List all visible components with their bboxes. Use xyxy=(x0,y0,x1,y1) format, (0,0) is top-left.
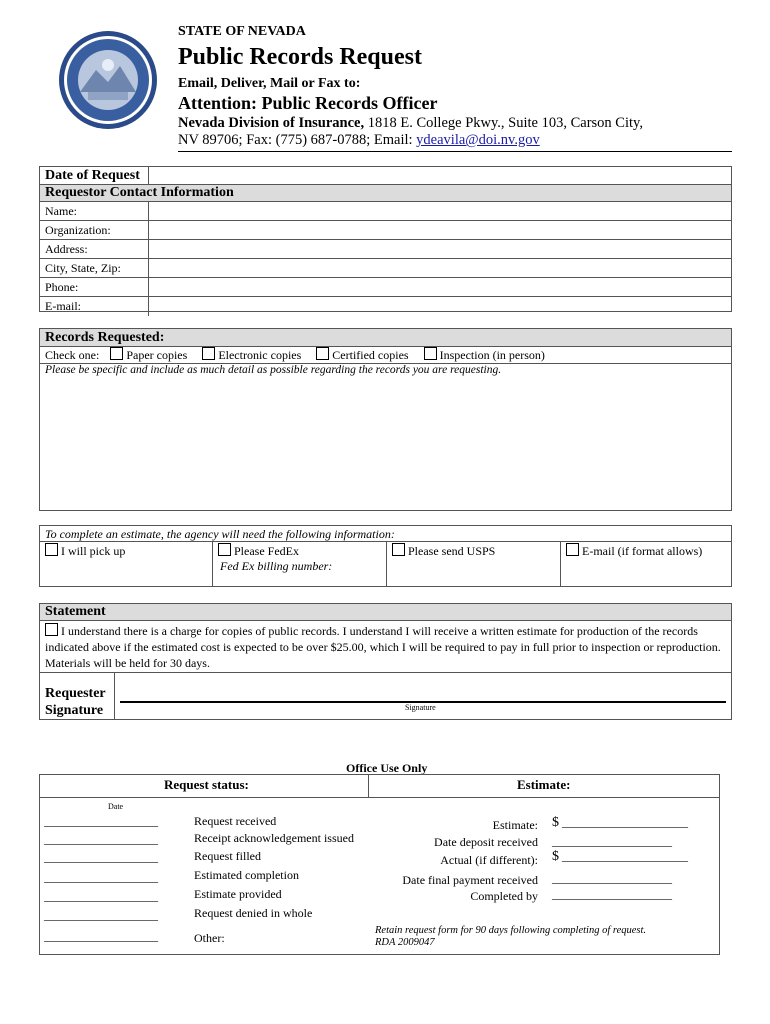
records-options xyxy=(45,347,731,363)
date-caption: Date xyxy=(108,802,124,811)
email-option xyxy=(566,543,702,559)
address-line-1: 1818 E. College Pkwy., Suite 103, Carson City, xyxy=(364,115,643,131)
date-blank[interactable]: ___________________ xyxy=(44,814,158,828)
field-label: Name: xyxy=(45,204,77,218)
signature-label-line-2: Signature xyxy=(45,703,104,718)
fedex-label: Please FedEx xyxy=(234,544,299,558)
status-item: Request received xyxy=(194,814,277,828)
contact-fields xyxy=(40,202,731,316)
status-item: Estimate provided xyxy=(194,887,282,901)
electronic-copies-label: Electronic copies xyxy=(218,348,302,362)
field-label: City, State, Zip: xyxy=(45,261,121,275)
date-of-request-label: Date of Request xyxy=(45,168,140,183)
agency-address xyxy=(178,115,738,149)
usps-option xyxy=(392,543,495,559)
signature-label-line-1: Requester xyxy=(45,686,106,701)
form-title: Public Records Request xyxy=(178,44,422,70)
field-row-address xyxy=(40,240,731,259)
fedex-checkbox[interactable] xyxy=(218,543,231,556)
col-divider-2 xyxy=(386,541,387,587)
statement-checkbox[interactable] xyxy=(45,623,58,636)
estimate-item: Completed by xyxy=(470,889,538,903)
office-header-divider xyxy=(368,775,369,797)
status-item: Estimated completion xyxy=(194,868,299,882)
status-item: Request filled xyxy=(194,849,261,863)
actual-blank[interactable]: _____________________ xyxy=(562,849,688,863)
estimate-blank[interactable]: _____________________ xyxy=(562,815,688,829)
field-row-organization xyxy=(40,221,731,240)
estimate-header: Estimate: xyxy=(517,777,571,792)
date-blank[interactable]: ___________________ xyxy=(44,908,158,922)
contact-header xyxy=(40,184,731,202)
field-row-city xyxy=(40,259,731,278)
pickup-label: I will pick up xyxy=(61,544,126,558)
email-option-label: E-mail (if format allows) xyxy=(582,544,703,558)
city-state-zip-input[interactable] xyxy=(148,259,731,277)
retention-line-2: RDA 2009047 xyxy=(375,937,435,948)
field-label: Organization: xyxy=(45,223,111,237)
signature-label-divider xyxy=(114,672,115,719)
date-blank[interactable]: ___________________ xyxy=(44,929,158,943)
estimate-item: Actual (if different): xyxy=(440,853,538,867)
completed-by-blank[interactable]: ____________________ xyxy=(552,887,672,901)
date-of-request-field[interactable] xyxy=(148,167,733,184)
usps-checkbox[interactable] xyxy=(392,543,405,556)
inspection-checkbox[interactable] xyxy=(424,347,437,360)
retention-note xyxy=(375,925,646,949)
send-instructions: Email, Deliver, Mail or Fax to: xyxy=(178,76,361,91)
date-blank[interactable]: ___________________ xyxy=(44,889,158,903)
status-item: Receipt acknowledgement issued xyxy=(194,831,354,845)
signature-divider xyxy=(40,672,731,673)
status-item: Other: xyxy=(194,931,225,945)
contact-section xyxy=(39,166,732,312)
paper-copies-checkbox[interactable] xyxy=(110,347,123,360)
records-section xyxy=(39,328,732,511)
contact-header-label: Requestor Contact Information xyxy=(45,185,234,200)
estimate-intro: To complete an estimate, the agency will need the following information: xyxy=(45,527,395,541)
records-header xyxy=(40,329,731,347)
estimate-item: Estimate: xyxy=(492,818,538,832)
estimate-section xyxy=(39,525,732,587)
statement-text: I understand there is a charge for copies of public records. I understand I will receive a written estimate for production of the records indicated above if the estimated cost is expected to be over $25.00, which I will be required to pay in full prior to inspection or reproduction. Materials will be held for 30 days. xyxy=(45,624,721,670)
records-description-area[interactable] xyxy=(40,379,731,510)
records-instruction: Please be specific and include as much detail as possible regarding the records you are requesting. xyxy=(45,364,502,376)
status-item: Request denied in whole xyxy=(194,906,313,920)
office-use-title: Office Use Only xyxy=(346,761,428,775)
inspection-label: Inspection (in person) xyxy=(439,348,545,362)
email-option-checkbox[interactable] xyxy=(566,543,579,556)
estimate-item: Date final payment received xyxy=(402,873,538,887)
certified-copies-checkbox[interactable] xyxy=(316,347,329,360)
retention-line-1: Retain request form for 90 days following completing of request. xyxy=(375,925,647,936)
address-line-2: NV 89706; Fax: (775) 687-0788; Email: xyxy=(178,132,417,148)
request-status-header: Request status: xyxy=(164,777,249,792)
name-input[interactable] xyxy=(148,202,731,220)
statement-body xyxy=(45,623,729,671)
usps-label: Please send USPS xyxy=(408,544,496,558)
electronic-copies-checkbox[interactable] xyxy=(202,347,215,360)
statement-heading: Statement xyxy=(45,604,106,619)
deposit-blank[interactable]: ____________________ xyxy=(552,834,672,848)
check-one-label: Check one: xyxy=(45,348,100,362)
date-blank[interactable]: ___________________ xyxy=(44,850,158,864)
statement-section xyxy=(39,603,732,720)
col-divider-3 xyxy=(560,541,561,587)
office-use-section xyxy=(39,774,720,955)
signature-label xyxy=(45,685,106,719)
attention-line: Attention: Public Records Officer xyxy=(178,93,438,113)
dollar-sign: $ xyxy=(552,849,559,864)
organization-input[interactable] xyxy=(148,221,731,239)
records-heading: Records Requested: xyxy=(45,330,165,345)
nevada-state-seal xyxy=(58,30,158,130)
col-divider-1 xyxy=(212,541,213,587)
pickup-checkbox[interactable] xyxy=(45,543,58,556)
signature-caption: Signature xyxy=(405,703,436,712)
header-rule xyxy=(178,151,732,152)
field-label: E-mail: xyxy=(45,299,81,313)
final-payment-blank[interactable]: ____________________ xyxy=(552,871,672,885)
date-blank[interactable]: ___________________ xyxy=(44,870,158,884)
email-input[interactable] xyxy=(148,297,731,316)
paper-copies-label: Paper copies xyxy=(126,348,188,362)
statement-header xyxy=(40,604,731,621)
pickup-option xyxy=(45,543,125,559)
address-input[interactable] xyxy=(148,240,731,258)
field-row-email xyxy=(40,297,731,316)
certified-copies-label: Certified copies xyxy=(332,348,409,362)
field-label: Address: xyxy=(45,242,88,256)
office-header-row xyxy=(40,775,719,798)
state-label: STATE OF NEVADA xyxy=(178,24,306,39)
division-name: Nevada Division of Insurance, xyxy=(178,115,365,131)
phone-input[interactable] xyxy=(148,278,731,296)
dollar-sign: $ xyxy=(552,815,559,830)
date-blank[interactable]: ___________________ xyxy=(44,832,158,846)
field-row-phone xyxy=(40,278,731,297)
email-link[interactable]: ydeavila@doi.nv.gov xyxy=(416,132,540,148)
estimate-item: Date deposit received xyxy=(434,835,538,849)
fedex-option xyxy=(218,543,299,559)
field-row-name xyxy=(40,202,731,221)
field-label: Phone: xyxy=(45,280,79,294)
fedex-billing-note: Fed Ex billing number: xyxy=(220,559,333,573)
